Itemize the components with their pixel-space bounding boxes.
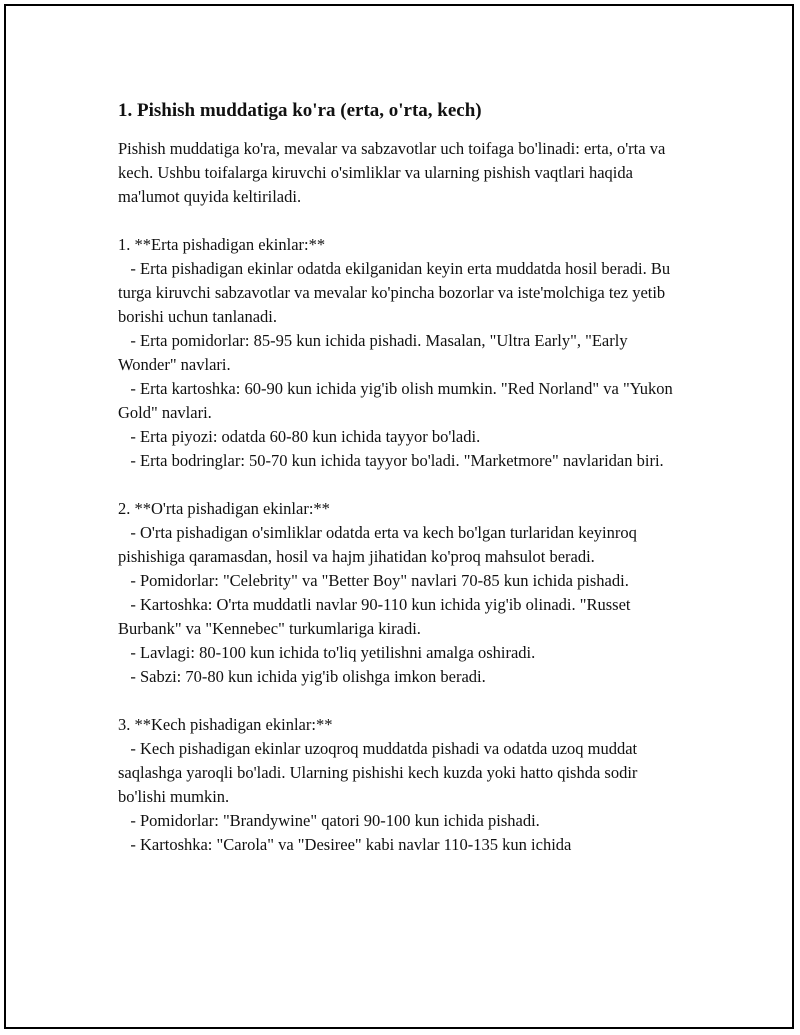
section-title: 1. **Erta pishadigan ekinlar:** xyxy=(118,235,326,254)
document-content xyxy=(118,98,688,857)
list-item: - Erta pishadigan ekinlar odatda ekilganidan keyin erta muddatda hosil beradi. Bu turga kiruvchi sabzavotlar va mevalar ko'pincha bozorlar va iste'molchiga tez yetib borishi uchun tanlanadi. xyxy=(118,259,675,326)
list-item: - Erta piyozi: odatda 60-80 kun ichida tayyor bo'ladi. xyxy=(118,427,481,446)
document-page xyxy=(4,4,794,1029)
list-item: - Pomidorlar: "Brandywine" qatori 90-100 kun ichida pishadi. xyxy=(118,811,540,830)
intro-paragraph: Pishish muddatiga ko'ra, mevalar va sabzavotlar uch toifaga bo'linadi: erta, o'rta va kech. Ushbu toifalarga kiruvchi o'simliklar va ularning pishish vaqtlari haqida ma'lumot quyida keltiriladi. xyxy=(118,139,670,206)
list-item: - Erta kartoshka: 60-90 kun ichida yig'ib olish mumkin. "Red Norland" va "Yukon Gold" navlari. xyxy=(118,379,677,422)
list-item: - Kartoshka: "Carola" va "Desiree" kabi navlar 110-135 kun ichida xyxy=(118,835,572,854)
list-item: - Pomidorlar: "Celebrity" va "Better Boy" navlari 70-85 kun ichida pishadi. xyxy=(118,571,629,590)
section-title: 3. **Kech pishadigan ekinlar:** xyxy=(118,715,333,734)
list-item: - Kech pishadigan ekinlar uzoqroq muddatda pishadi va odatda uzoq muddat saqlashga yaroqli bo'ladi. Ularning pishishi kech kuzda yoki hatto qishda sodir bo'lishi mumkin. xyxy=(118,739,642,806)
list-item: - Kartoshka: O'rta muddatli navlar 90-110 kun ichida yig'ib olinadi. "Russet Burbank" va "Kennebec" turkumlariga kiradi. xyxy=(118,595,635,638)
list-item: - Erta bodringlar: 50-70 kun ichida tayyor bo'ladi. "Marketmore" navlaridan biri. xyxy=(118,451,664,470)
list-item: - Erta pomidorlar: 85-95 kun ichida pishadi. Masalan, "Ultra Early", "Early Wonder" navlari. xyxy=(118,331,632,374)
list-item: - Lavlagi: 80-100 kun ichida to'liq yetilishni amalga oshiradi. xyxy=(118,643,536,662)
section-heading: 1. Pishish muddatiga ko'ra (erta, o'rta, kech) xyxy=(118,100,482,121)
list-item: - Sabzi: 70-80 kun ichida yig'ib olishga imkon beradi. xyxy=(118,667,486,686)
section-medium xyxy=(118,497,688,689)
section-late xyxy=(118,713,688,857)
section-title: 2. **O'rta pishadigan ekinlar:** xyxy=(118,499,330,518)
section-early xyxy=(118,233,688,473)
list-item: - O'rta pishadigan o'simliklar odatda erta va kech bo'lgan turlaridan keyinroq pishishiga qaramasdan, hosil va hajm jihatidan ko'proq mahsulot beradi. xyxy=(118,523,642,566)
